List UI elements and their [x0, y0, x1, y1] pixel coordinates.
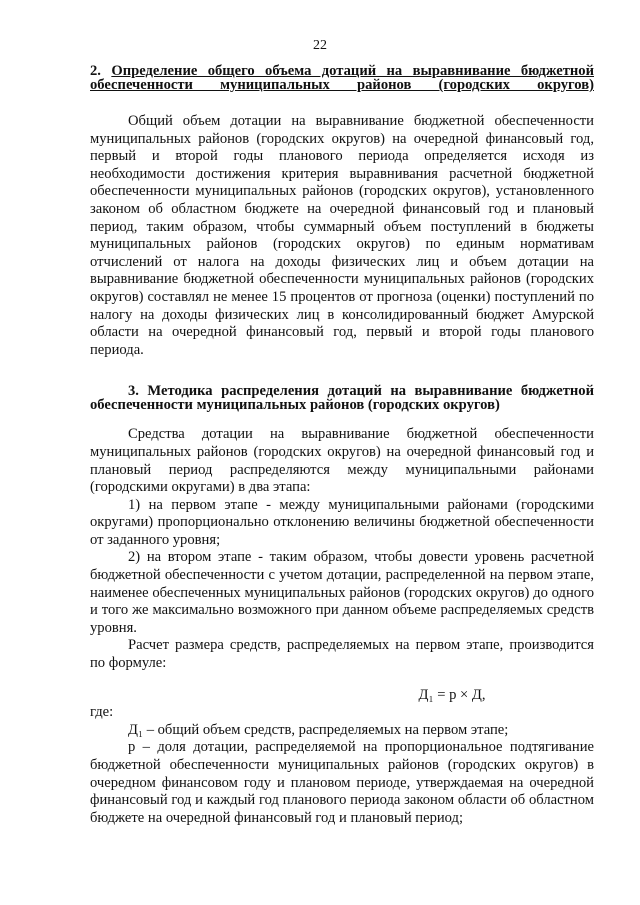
section-3-heading: 3. Методика распределения дотаций на выравнивание бюджетной обеспеченности муниципальных районов (городских округов)	[90, 383, 594, 414]
stage-2-item: 2) на втором этапе - таким образом, чтобы довести уровень расчетной бюджетной обеспеченности с учетом дотации, распределенной на первом этапе, наименее обеспеченных муниципальных районов (городских округов) до одного и того же максимально возможного при данном объеме распределяемых средств уровня.	[90, 549, 594, 636]
definition-d1: Д₁ – общий объем средств, распределяемых на первом этапе;	[128, 721, 509, 738]
section-2-heading	[90, 64, 594, 92]
section-2-number: 2.	[90, 63, 101, 79]
definition-p: р – доля дотации, распределяемой на пропорциональное подтягивание бюджетной обеспеченности муниципальных районов (городских округов) в очередном финансовом году и плановом периоде, утверждаемая на очередной финансовый год и каждый год планового периода законом области об областном бюджете на очередной финансовый год и плановый период;	[90, 739, 594, 826]
page-number: 22	[313, 38, 327, 53]
formula: Д₁ = р × Д,	[418, 686, 486, 703]
page-content	[90, 64, 594, 827]
stage-1-item: 1) на первом этапе - между муниципальными районами (городскими округами) пропорционально отклонению величины бюджетной обеспеченности от заданного уровня;	[90, 496, 594, 548]
section-2-paragraph: Общий объем дотации на выравнивание бюджетной обеспеченности муниципальных районов (городских округов) на очередной финансовый год, первый и второй годы планового периода определяется исходя из необходимости достижения критерия выравнивания расчетной бюджетной обеспеченности муниципальных районов (городских округов), установленного законом об областном бюджете на очередной финансовый год и плановый период, таким образом, чтобы суммарный объем поступлений в бюджеты муниципальных районов (городских округов) по единым нормативам отчислений от налога на доходы физических лиц и объем дотации на выравнивание бюджетной обеспеченности муниципальных районов (городских округов) составлял не менее 15 процентов от прогноза (оценки) поступлений по налогу на доходы физических лиц в консолидированный бюджет Амурской области на очередной финансовый год, первый и второй годы планового периода.	[90, 113, 594, 358]
section-2-title: Определение общего объема дотаций на выравнивание бюджетной обеспеченности муниципальных районов (городских округов)	[90, 63, 594, 93]
section-3-intro: Средства дотации на выравнивание бюджетной обеспеченности муниципальных районов (городских округов) на очередной финансовый год и плановый период распределяются между муниципальными районами (городскими округами) в два этапа:	[90, 426, 594, 496]
where-label: где:	[90, 704, 114, 721]
calculation-intro: Расчет размера средств, распределяемых на первом этапе, производится по формуле:	[90, 637, 594, 672]
